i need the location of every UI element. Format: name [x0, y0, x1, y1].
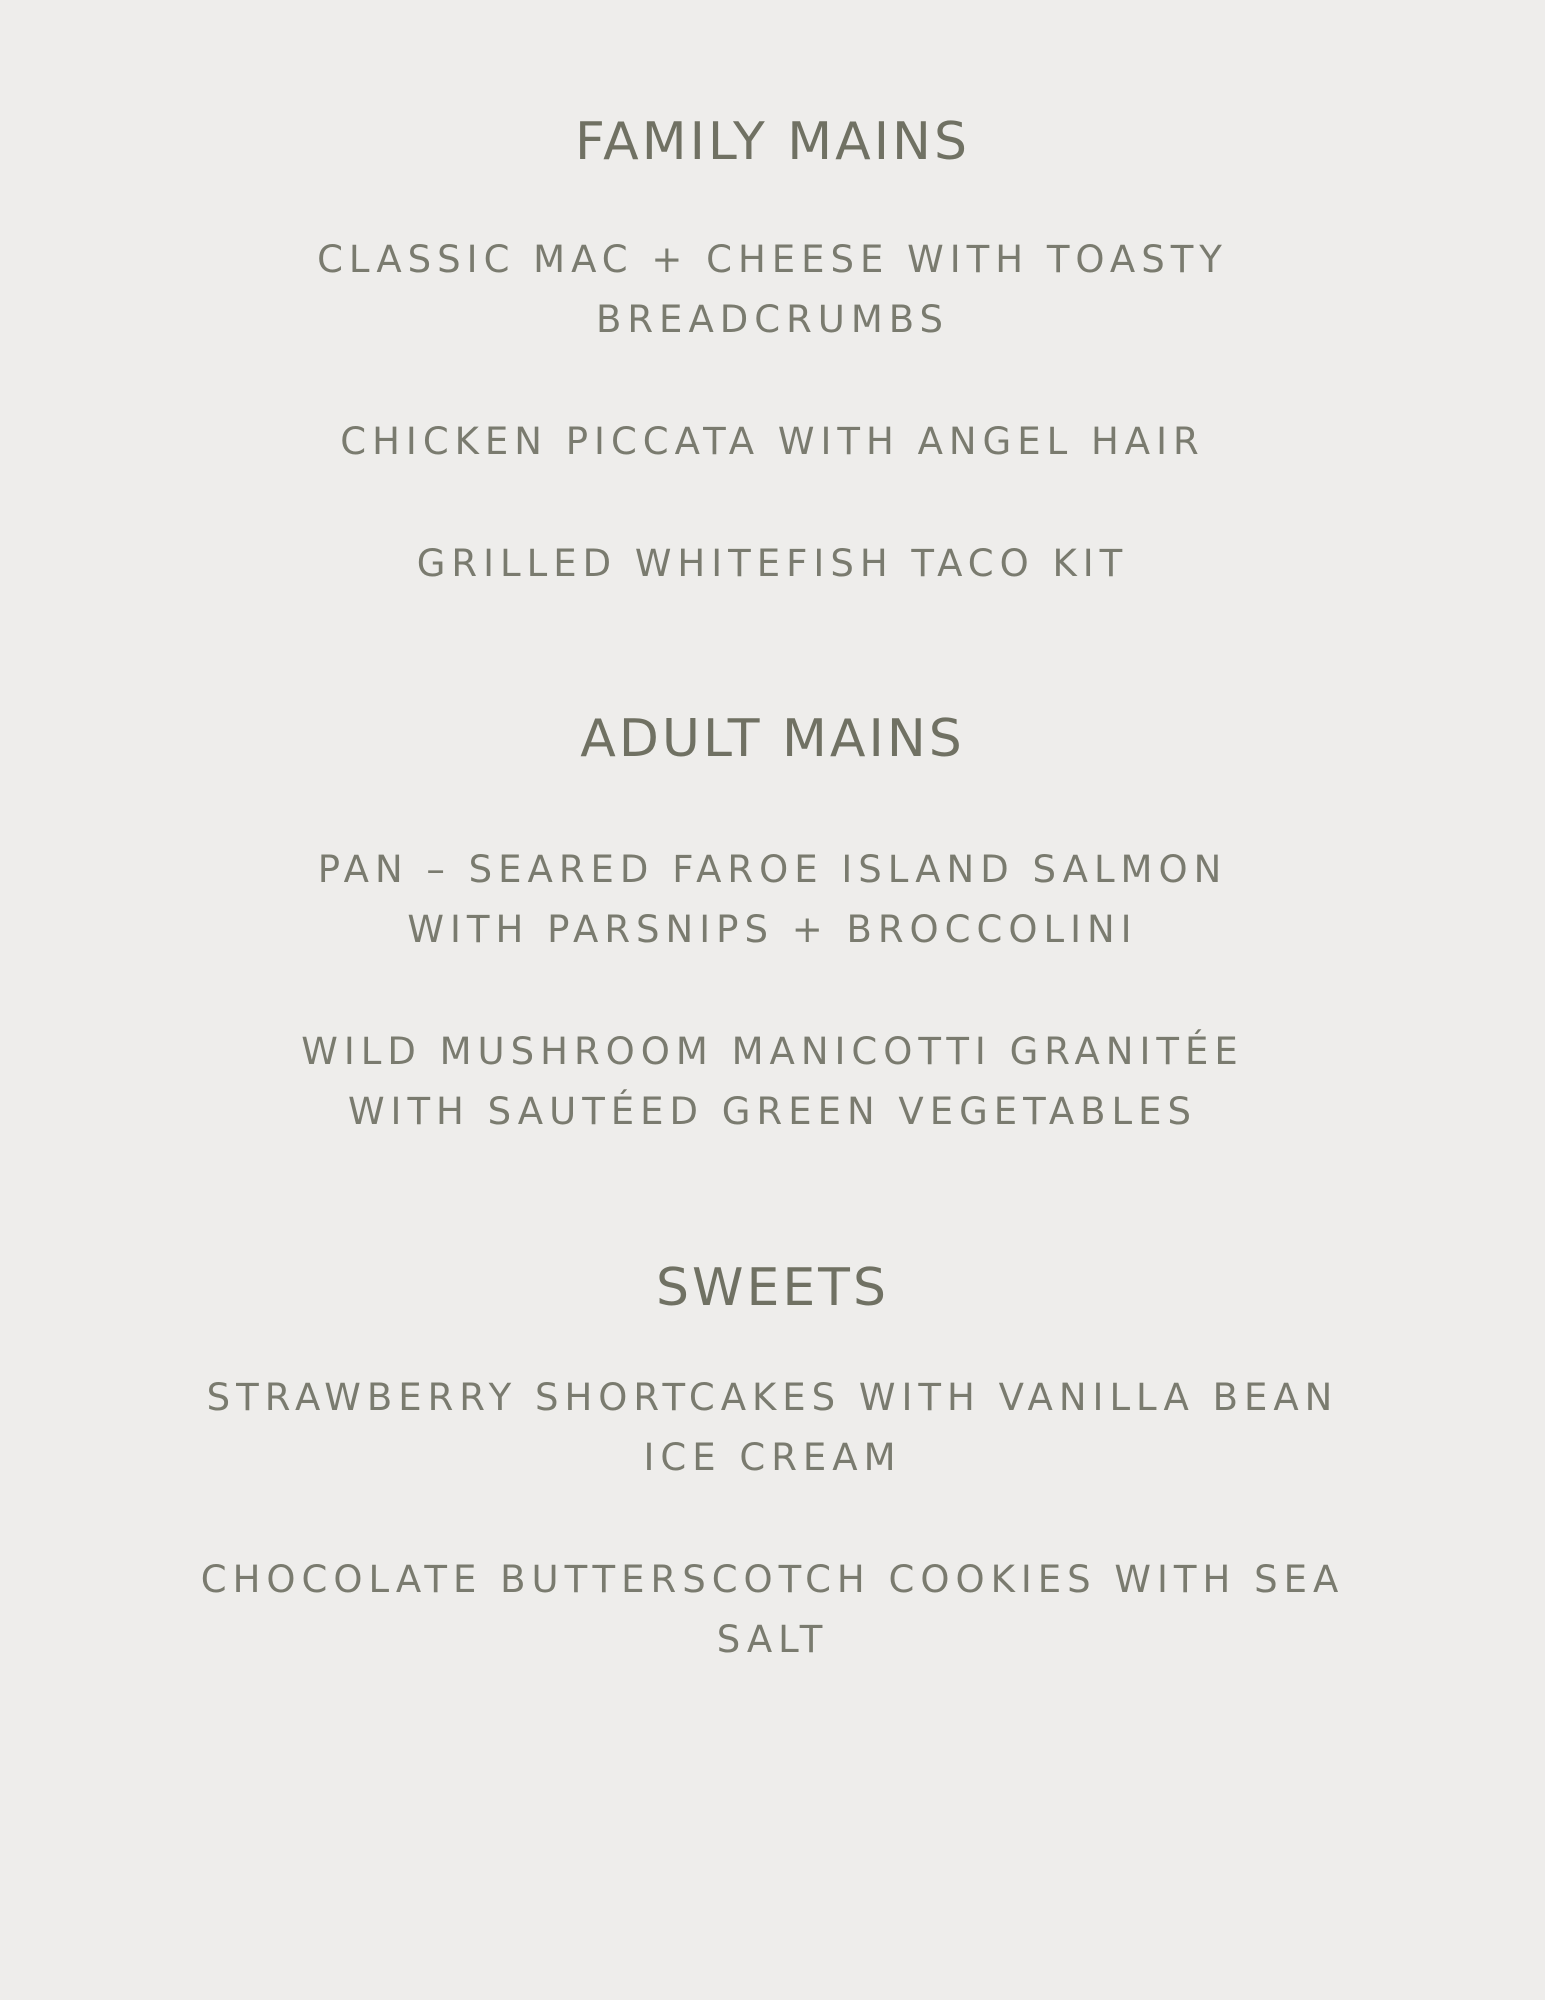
- section-title-family-mains: FAMILY MAINS: [575, 112, 970, 172]
- menu-item-line: CHICKEN PICCATA WITH ANGEL HAIR: [340, 420, 1205, 463]
- menu-item-line: STRAWBERRY SHORTCAKES WITH VANILLA BEAN: [206, 1376, 1339, 1419]
- menu-item-line: WILD MUSHROOM MANICOTTI GRANITÉE: [301, 1030, 1244, 1073]
- menu-item-line: CLASSIC MAC + CHEESE WITH TOASTY: [317, 238, 1228, 281]
- menu-item-line: BREADCRUMBS: [595, 298, 950, 341]
- menu-item-line: WITH SAUTÉED GREEN VEGETABLES: [347, 1090, 1198, 1133]
- menu-item-chicken-piccata: [160, 412, 1385, 472]
- menu-item-manicotti: [160, 1022, 1385, 1142]
- menu-item-line: SALT: [716, 1618, 829, 1661]
- menu-item-whitefish-taco: [160, 534, 1385, 594]
- menu-item-cookies: [160, 1550, 1385, 1670]
- menu-item-line: CHOCOLATE BUTTERSCOTCH COOKIES WITH SEA: [200, 1558, 1345, 1601]
- menu-item-mac-cheese: [160, 230, 1385, 350]
- section-title-adult-mains: ADULT MAINS: [580, 709, 965, 769]
- menu-item-line: WITH PARSNIPS + BROCCOLINI: [407, 908, 1138, 951]
- menu-item-salmon: [160, 840, 1385, 960]
- menu-item-line: PAN – SEARED FAROE ISLAND SALMON: [317, 848, 1228, 891]
- menu-item-shortcakes: [160, 1368, 1385, 1488]
- menu-item-line: GRILLED WHITEFISH TACO KIT: [416, 542, 1129, 585]
- menu-item-line: ICE CREAM: [643, 1436, 902, 1479]
- section-title-sweets: SWEETS: [656, 1258, 889, 1318]
